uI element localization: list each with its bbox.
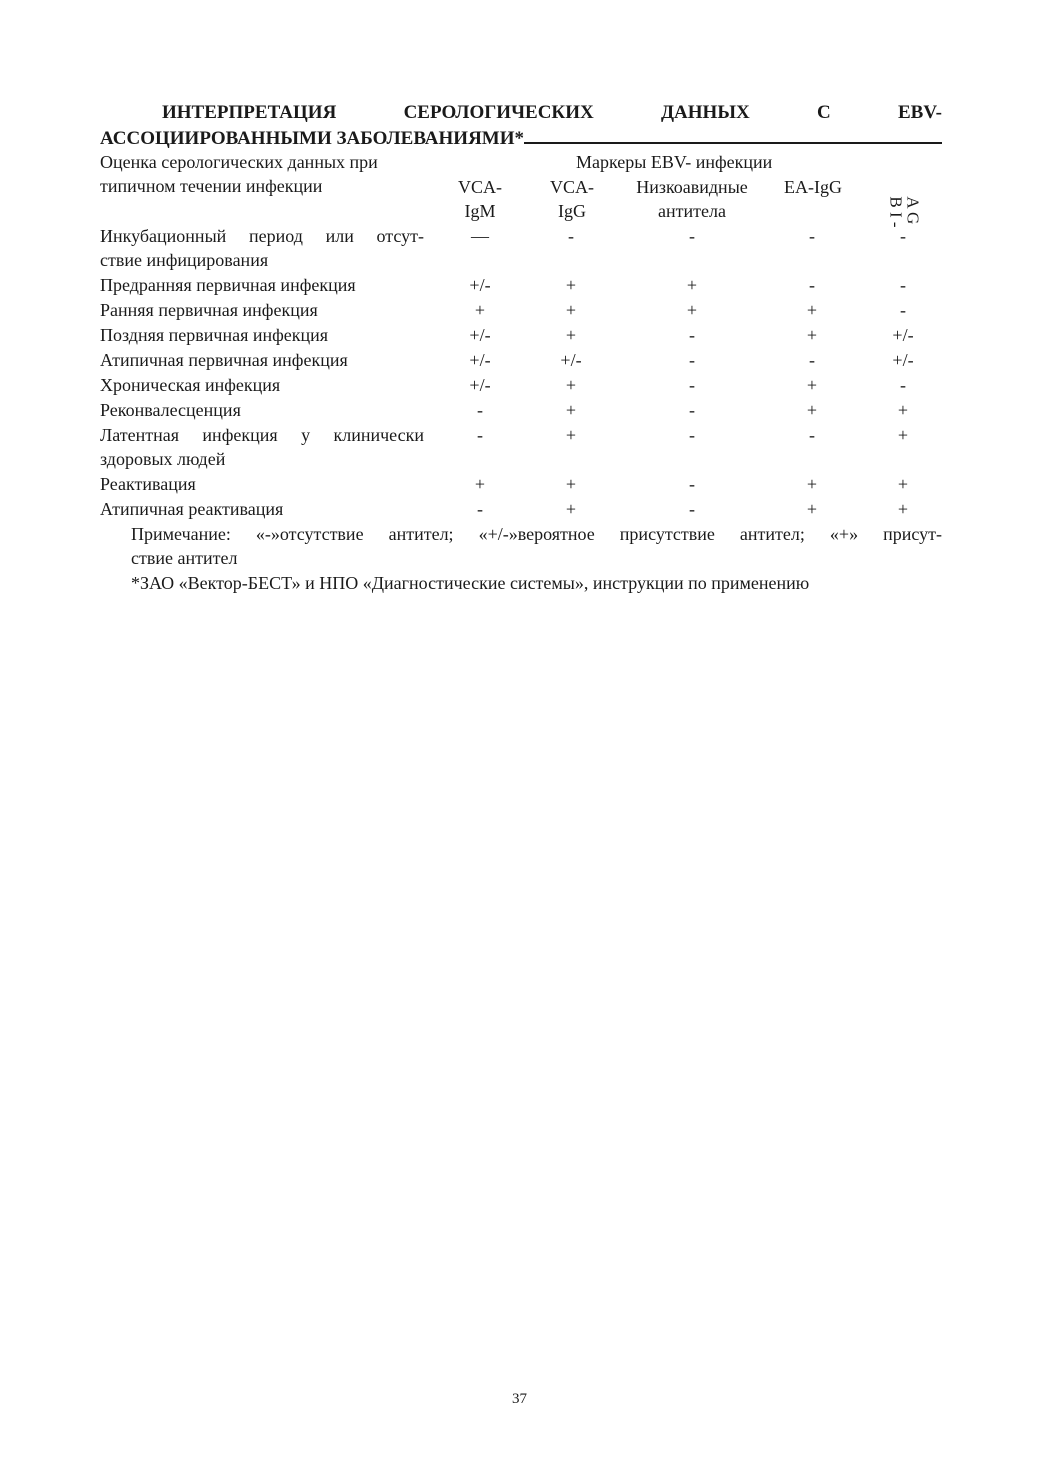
- title-word: EBV-: [897, 102, 942, 123]
- column-header-low-avidity: Низкоавидные антитела: [636, 177, 748, 221]
- table-cell: -: [477, 499, 483, 519]
- table-cell: +: [806, 375, 818, 395]
- table-cell: -: [477, 400, 483, 420]
- table-cell: -: [689, 226, 695, 246]
- title-text: АССОЦИИРОВАННЫМИ ЗАБОЛЕВАНИЯМИ*: [100, 128, 525, 149]
- table-cell: -: [689, 425, 695, 445]
- column-header-vca-igg: VCA- IgG: [550, 177, 594, 221]
- table-cell: +: [897, 499, 909, 519]
- table-first-column-header: Оценка серологических данных при типичном течении инфекции: [100, 152, 378, 196]
- document-title-line1: [100, 101, 942, 125]
- table-cell: -: [900, 300, 906, 320]
- table-note-legend: Примечание: «-»отсутствие антител; «+/-»вероятное присутствие антител; «+» присут- ствие антител: [131, 524, 942, 568]
- table-cell: -: [809, 425, 815, 445]
- table-cell: +/-: [469, 375, 491, 395]
- table-cell: -: [900, 226, 906, 246]
- table-cell: -: [689, 375, 695, 395]
- title-word: С: [816, 102, 831, 123]
- row-label-late-primary: Поздняя первичная инфекция: [100, 325, 329, 345]
- column-header-ea-igg: EA-IgG: [784, 177, 842, 197]
- table-cell: -: [568, 226, 574, 246]
- table-cell: +: [806, 300, 818, 320]
- table-cell: +: [565, 325, 577, 345]
- row-label-reconvalescence: Реконвалесценция: [100, 400, 241, 420]
- document-title-line2: [100, 125, 942, 151]
- table-cell: +: [806, 474, 818, 494]
- table-cell: -: [689, 400, 695, 420]
- table-cell: +: [565, 300, 577, 320]
- table-cell: -: [689, 325, 695, 345]
- table-cell: +: [806, 499, 818, 519]
- title-word: СЕРОЛОГИЧЕСКИХ: [403, 102, 594, 123]
- table-cell: +: [565, 499, 577, 519]
- table-cell: +: [897, 400, 909, 420]
- table-cell: +: [565, 375, 577, 395]
- table-cell: +/-: [469, 350, 491, 370]
- table-cell: +: [897, 474, 909, 494]
- table-cell: +: [806, 400, 818, 420]
- table-cell: -: [689, 474, 695, 494]
- table-cell: -: [477, 425, 483, 445]
- table-markers-header: Маркеры EBV- инфекции: [576, 152, 773, 172]
- table-cell: +/-: [469, 325, 491, 345]
- title-word: ИНТЕРПРЕТАЦИЯ: [162, 102, 337, 123]
- page-number: 37: [512, 1391, 527, 1407]
- table-cell: +: [565, 275, 577, 295]
- row-label-atypical-primary: Атипичная первичная инфекция: [100, 350, 348, 370]
- title-word: ДАННЫХ: [660, 102, 750, 123]
- row-label-incubation: Инкубационный период или отсут- ствие инфицирования: [100, 226, 424, 270]
- table-cell: +: [686, 300, 698, 320]
- table-cell: +: [806, 325, 818, 345]
- row-label-latent: Латентная инфекция у клинически здоровых людей: [100, 425, 424, 469]
- table-cell: +: [474, 300, 486, 320]
- table-cell: -: [689, 350, 695, 370]
- table-cell: —: [471, 226, 489, 246]
- table-cell: +: [565, 425, 577, 445]
- table-cell: +/-: [892, 325, 914, 345]
- row-label-atypical-reactivation: Атипичная реактивация: [100, 499, 284, 519]
- table-cell: -: [809, 350, 815, 370]
- table-cell: +/-: [560, 350, 582, 370]
- title-underline-rule: [524, 125, 942, 144]
- row-label-pre-early-primary: Предранняя первичная инфекция: [100, 275, 356, 295]
- table-cell: +/-: [892, 350, 914, 370]
- table-cell: -: [689, 499, 695, 519]
- table-cell: +: [686, 275, 698, 295]
- table-cell: +: [565, 400, 577, 420]
- table-cell: +: [474, 474, 486, 494]
- column-header-vca-igm: VCA- IgM: [458, 177, 502, 221]
- table-cell: +: [565, 474, 577, 494]
- table-cell: +: [897, 425, 909, 445]
- table-cell: -: [900, 375, 906, 395]
- table-note-source: *ЗАО «Вектор-БЕСТ» и НПО «Диагностические системы», инструкции по применению: [131, 573, 810, 593]
- table-cell: -: [900, 275, 906, 295]
- row-label-reactivation: Реактивация: [100, 474, 196, 494]
- table-cell: +/-: [469, 275, 491, 295]
- table-cell: -: [809, 226, 815, 246]
- row-label-chronic: Хроническая инфекция: [100, 375, 281, 395]
- row-label-early-primary: Ранняя первичная инфекция: [100, 300, 318, 320]
- table-cell: -: [809, 275, 815, 295]
- column-header-ebna-igg-text: A G B I -: [886, 196, 923, 228]
